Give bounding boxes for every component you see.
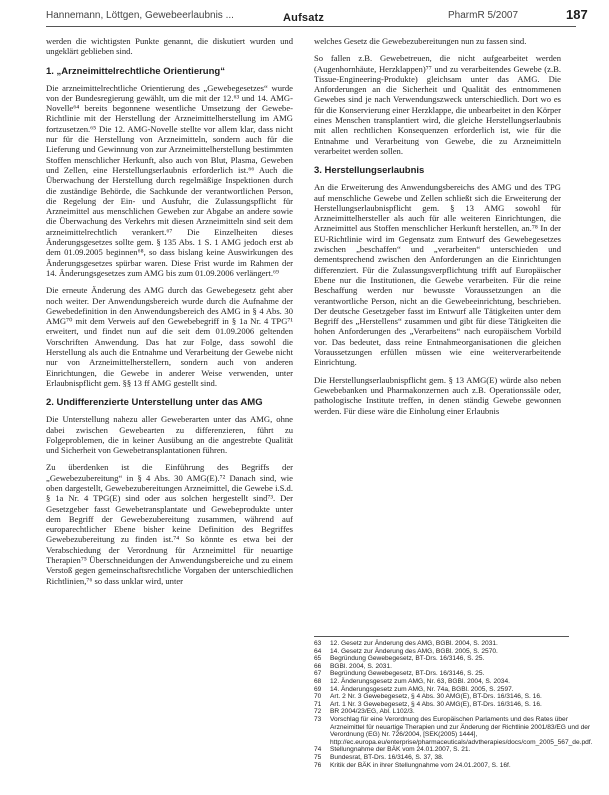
footnote [314,762,576,770]
footnote [314,754,576,762]
footnote-text: Art. 2 Nr. 3 Gewebegesetz, § 4 Abs. 30 AMG(E), BT-Drs. 16/3146, S. 16. [330,693,542,701]
footnote-number: 75 [314,753,322,761]
footnote-text: BR 2004/23/EG, Abl. L102/3. [330,708,415,716]
footnote [314,746,576,754]
footnote-number: 65 [314,655,322,663]
footnote-text: Kritik der BÄK in ihrer Stellungnahme vom 24.01.2007, S. 16f. [330,761,511,769]
footnotes [314,640,593,769]
footnote [314,693,576,701]
footnote-text: Begründung Gewebegesetz, BT-Drs. 16/3146, S. 25. [330,670,485,678]
footnote-number: 71 [314,700,322,708]
footnote-text: BGBl. 2004, S. 2031. [330,662,392,670]
footnote-text: 14. Gesetz zur Änderung des AMG, BGBl. 2005, S. 2570. [330,647,498,655]
footnote-number: 67 [314,670,322,678]
footnote [314,640,576,648]
footnote-number: 74 [314,746,322,754]
paragraph: An die Erweiterung des Anwendungsbereichs des AMG und des TPG auf menschliche Gewebe und Zellen schließt sich die Erweiterung der Herstellungserlaubnispflicht gem. § 13 AMG sowohl für Arzneimittelhersteller als auch für alle weiteren Einrichtungen, die Arzneimittel aus Stoffen menschlicher Herkunft herstellen, an.⁷⁸ In der EU-Richtlinie wird im Gegensatz zum Entwurf des Gewebegesetzes zwischen „beschaffen“ und „verarbeiten“ unterschieden und dementsprechend zwischen den Anforderungen an die Einrichtungen differenziert. Für die Zulassungsverpflichtung trifft auf Europäischer Ebene nur die Institutionen, die Gewebe verarbeiten. Für die reine Beschaffung werden nur bewusste Voraussetzungen an die verantwortliche Person, nicht an die Gewebeeinrichtung, beschrieben. Der deutsche Gesetzgeber fasst im Entwurf alle Tätigkeiten unter dem Begriff des „Herstellens“ zusammen und gibt für diese Tätigkeiten die hohen Anforderungen des „Verarbeitens“ nach europäischem Vorbild vor. Das bedeutet, dass reine Entnahmeorganisationen die gleichen Voraussetzungen erfüllen müssen wie eine weiterverarbeitende Einrichtung. [314,182,561,368]
footnote [314,678,576,686]
header-section: Aufsatz [283,12,325,24]
footnote-number: 72 [314,708,322,716]
paragraph: Die arzneimittelrechtliche Orientierung des „Gewebegesetzes“ wurde von der Bundesregierung gewählt, um die mit der 12.⁶³ und 14. AMG-Novelle⁶⁴ bereits begonnene wesentliche Umsetzung der Gewebe-Richtlinie mit der Herstellung der Arzneimittelherstellung im AMG fortzusetzen.⁶⁵ Die 12. AMG-Novelle stellte vor allem klar, dass nicht nur für die Herstellung von Arzneimitteln, sondern auch für die Lieferung und Gewinnung von zur Arzneimittelherstellung bestimmten Stoffen menschlicher Herkunft, also auch von Blut, Plasma, Geweben und Zellen, eine Herstellungserlaubnis erforderlich ist.⁶⁶ Auch die Überwachung der Herstellung durch regelmäßige Inspektionen durch die zuständige Behörde, die Sachkunde der verantwortlichen Person, die Regelung der Ein- und Ausfuhr, die Zulassungspflicht für Arzneimittel aus menschlichen Geweben zur Abgabe an andere sowie die Überwachung des Verkehrs mit diesen Arzneimitteln sind seit dem arzneimittelrechtlich verankert.⁶⁷ Die Einzelheiten dieses Änderungsgesetzes sollte gem. § 135 Abs. 1 S. 1 AMG jedoch erst ab dem 01.09.2005 beginnen⁶⁸, so dass bislang keine Auswirkungen des Änderungsgesetzes spürbar waren. Diese Frist wurde im Rahmen der 14. Änderungsgesetzes zum AMG bis zum 01.09.2006 verlängert.⁶⁹ [46,82,293,278]
running-header [0,0,609,30]
left-column [46,36,293,593]
footnote [314,708,576,716]
footnote-number: 66 [314,662,322,670]
right-column [314,36,561,423]
footnote-rule [314,636,569,637]
paragraph: werden die wichtigsten Punkte genannt, die diskutiert wurden und ungeklärt geblieben sind. [46,36,293,57]
footnote-number: 69 [314,685,322,693]
footnote [314,655,576,663]
footnote-text: Begründung Gewebegesetz, BT-Drs. 16/3146, S. 25. [330,655,485,663]
footnote [314,686,576,694]
footnote-text: Art. 1 Nr. 3 Gewebegesetz, § 4 Abs. 30 AMG(E), BT-Drs. 16/3146, S. 16. [330,700,542,708]
footnote-text: 14. Änderungsgesetz zum AMG, Nr. 74a, BGBl. 2005, S. 2597. [330,685,514,693]
section-heading-1: 1. „Arzneimittelrechtliche Orientierung“ [46,65,225,77]
footnote-text: 12. Gesetz zur Änderung des AMG, BGBl. 2004, S. 2031. [330,640,498,647]
header-rule [46,26,576,27]
paragraph: Die erneute Änderung des AMG durch das Gewebegesetz geht aber noch weiter. Der Anwendungsbereich wurde durch die Aufnahme der Gewebedefinition in den Anwendungsbereich des AMG in § 4 Abs. 30 AMG⁷⁰ mit dem Verweis auf den Gewebebegriff in § 1a Nr. 4 TPG⁷¹ erweitert, und findet nun auf die seit dem 01.09.2006 geltenden Vorschriften Anwendung. Das hat zur Folge, dass sowohl die Herstellung als auch die Entnahme und Verarbeitung der Gewebe nicht nur von Arzneimittelherstellern, sondern auch von anderen Einrichtungen, die Gewebe in anderer Weise verwenden, unter Erlaubnispflicht gem. §§ 13 ff AMG gestellt sind. [46,285,293,388]
section-heading-2: 2. Undifferenzierte Unterstellung unter das AMG [46,397,263,409]
footnote-number: 70 [314,693,322,701]
paragraph: Die Unterstellung nahezu aller Geweberarten unter das AMG, ohne dabei zwischen Gewebearten zu differenzieren, führt zu Folgeproblemen, die in keiner Ausübung an die angestrebte Qualität und Sicherheit von Gewebetransplantationen führen. [46,414,293,456]
paragraph: welches Gesetz die Gewebezubereitungen nun zu fassen sind. [314,36,527,46]
footnote-number: 68 [314,677,322,685]
footnote-number: 73 [314,715,322,723]
footnote-text: Bundesrat, BT-Drs. 16/3146, S. 37, 38. [330,753,444,761]
footnote [314,663,576,671]
footnote-number: 76 [314,761,322,769]
header-authors: Hannemann, Löttgen, Gewebeerlaubnis ... [46,10,234,21]
paragraph: So fallen z.B. Gewebetreuen, die nicht aufgearbeitet werden (Augenhornhäute, Herzklappen)⁷⁷ und zu verarbeitendes Gewebe (z.B. Tissue-Engineering-Produkte) gleichsam unter das AMG. Die Anforderungen an die Sicherheit und Qualität des entnommenen Gewebes sind je nach Verwendungszweck unterschiedlich. Dort wo es für die Konservierung einer Herzklappe, die unbearbeitet in den Körper eines Menschen transplantiert wird, die gleiche Herstellungserlaubnis mit allen rechtlichen Konsequenzen erforderlich ist, wie für die Entnahme und Verarbeitung von Gewebe, die zu Arzneimitteln verarbeitet werden sollen. [314,53,561,156]
paragraph: Die Herstellungserlaubnispflicht gem. § 13 AMG(E) würde also neben Gewebebanken und Pharmakonzernen auch z.B. Operationssäle oder, pathologische Institute treffen, in denen ständig Gewebe gewonnen werden. Für diese wäre die Einholung einer Erlaubnis [314,374,561,416]
header-journal: PharmR 5/2007 [448,10,519,21]
page-number: 187 [566,7,588,22]
footnote-number: 63 [314,640,322,647]
paragraph: Zu überdenken ist die Einführung des Begriffs der „Gewebezubereitung“ in § 4 Abs. 30 AMG(E).⁷² Danach sind, wie oben dargestellt, Gewebezubereitungen Arzneimittel, die Gewebe i.S.d. § 1a Nr. 4 TPG(E) sind oder aus solchen hergestellt sind⁷³. Der Gesetzgeber fasst Gewebetransplantate und Gewebeprodukte unter dem Begriff der Gewebezubereitung zusammen, während auf europarechtlicher Ebene bisher keine Definition des Begriffes Gewebezubereitung zu finden ist.⁷⁴ So könnte es etwa bei der Verabschiedung der Verordnung für Arzneimittel für neuartige Therapien⁷⁵ Überschneidungen der Anwendungsbereiche und zu einem Verstoß gegen gemeinschaftsrechtliche Vorgaben der unterschiedlichen Richtlinien,⁷⁶ so dass unklar wird, unter [46,462,293,586]
footnote-text: Stellungnahme der BÄK vom 24.01.2007, S. 21. [330,746,471,754]
footnote [314,701,576,709]
footnote [314,715,593,746]
footnote [314,670,576,678]
footnote [314,648,576,656]
section-heading-3: 3. Herstellungserlaubnis [314,165,425,177]
footnote-text: Vorschlag für eine Verordnung des Europäischen Parlaments und des Rates über Arzneimittel für neuartige Therapien und zur Änderung der Richtlinie 2001/83/EG und der Verordnung (EG) Nr. 726/2004, [SEK(2005) 1444], http://ec.europa.eu/enterprise/pharmaceuticals/advtherapies/docs/com_2005_567_de.pdf. [330,715,593,746]
footnote-text: 12. Änderungsgesetz zum AMG, Nr. 63, BGBl. 2004, S. 2034. [330,677,510,685]
footnote-number: 64 [314,647,322,655]
